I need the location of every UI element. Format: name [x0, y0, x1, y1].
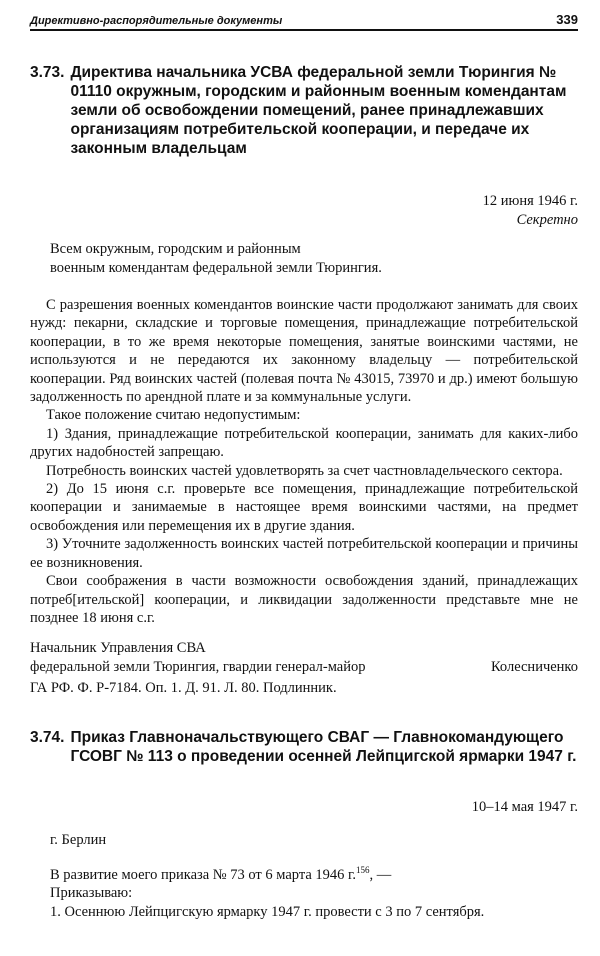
doc2-title: Приказ Главноначальствующего СВАГ — Главнокомандующего ГСОВГ № 113 о проведении осенней Лейпцигской ярмарки 1947 г. [70, 729, 577, 766]
doc1-title: Директива начальника УСВА федеральной земли Тюрингия № 01110 окружным, городским и районным военным комендантам земли об освобождении помещений, ранее принадлежавших организациям потребительской кооперации, и передаче их законным владельцам [70, 64, 567, 157]
doc2-intro-text: В развитие моего приказа № 73 от 6 марта 1946 г. [50, 866, 356, 883]
doc2-intro [50, 866, 578, 884]
doc1-address-line2: военным комендантам федеральной земли Тюрингия. [50, 260, 382, 276]
doc2-place: г. Берлин [50, 832, 107, 849]
footnote-ref: 156 [355, 864, 370, 875]
doc1-signature-line1: Начальник Управления СВА [30, 640, 206, 657]
document-page [30, 12, 578, 921]
doc2-item1: 1. Осеннюю Лейпцигскую ярмарку 1947 г. провести с 3 по 7 сентября. [50, 903, 485, 920]
doc1-date: 12 июня 1946 г. [482, 193, 578, 209]
doc1-signature-name: Колесниченко [490, 659, 578, 676]
page-number: 339 [556, 12, 578, 27]
doc2-intro-end: , — [369, 866, 392, 883]
doc1-signature-row [30, 658, 578, 677]
doc2-order-word: Приказываю: [50, 885, 133, 902]
doc1-paragraph: Потребность воинских частей удовлетворять за счет частновладельческого сектора. [46, 462, 563, 479]
doc1-number: 3.73. [30, 64, 65, 81]
doc2-title-block [30, 728, 578, 766]
section-title: Директивно-распорядительные документы [30, 15, 283, 27]
doc1-paragraph: 2) До 15 июня с.г. проверьте все помещения, принадлежащие потребительской кооперации и занимаемые в настоящее время воинскими частями, на предмет освобождения или перемещения их в другие здания. [30, 481, 578, 534]
doc1-addressee [50, 240, 578, 278]
doc2-number: 3.74. [30, 729, 65, 747]
doc1-signature [30, 639, 578, 677]
doc1-classification: Секретно [516, 212, 578, 228]
running-header [30, 12, 578, 31]
doc1-address-line1: Всем окружным, городским и районным [50, 241, 301, 257]
doc1-archive-ref: ГА РФ. Ф. Р-7184. Оп. 1. Д. 91. Л. 80. Подлинник. [30, 680, 337, 697]
doc1-body [30, 296, 578, 627]
doc1-paragraph: Такое положение считаю недопустимым: [46, 407, 301, 424]
doc1-paragraph: С разрешения военных комендантов воинские части продолжают занимать для своих нужд: пекарни, складские и торговые помещения, принадлежащие потребительской кооперации, в то же время некоторые помещения, занятые воинскими частями, не используются и не передаются их законному владельцу — потребительской кооперации. Ряд воинских частей (полевая почта № 43015, 73970 и др.) имеют большую задолженность по арендной плате и за коммунальные услуги. [30, 297, 578, 406]
doc1-paragraph: 3) Уточните задолженность воинских частей потребительской кооперации и причины ее возникновения. [30, 536, 578, 571]
doc1-paragraph: 1) Здания, принадлежащие потребительской кооперации, занимать для каких-либо других надобностей запрещаю. [30, 425, 578, 461]
doc1-signature-line2: федеральной земли Тюрингия, гвардии генерал-майор [30, 659, 366, 676]
doc1-title-block [30, 63, 578, 158]
doc2-date: 10–14 мая 1947 г. [471, 799, 578, 816]
doc1-paragraph: Свои соображения в части возможности освобождения зданий, принадлежащих потреб[ительской] кооперации, и ликвидации задолженности представьте мне не позднее 18 июня с.г. [30, 573, 578, 626]
doc2-body [30, 866, 578, 921]
